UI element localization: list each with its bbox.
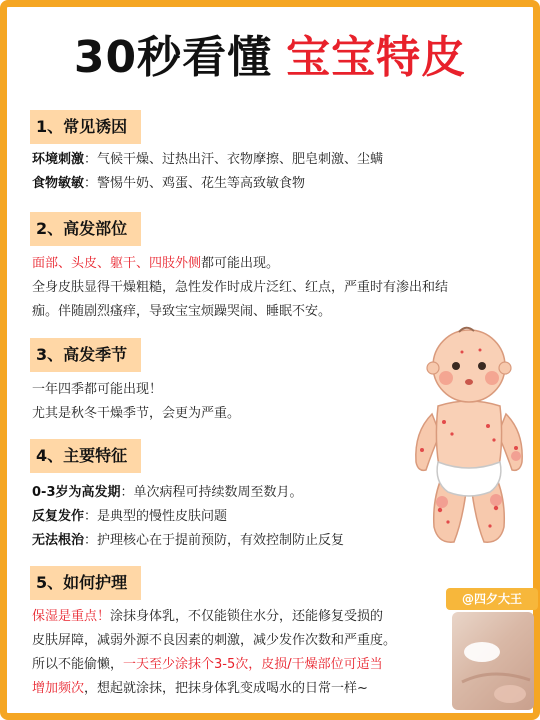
- section-heading-care: 5、如何护理: [30, 566, 141, 600]
- causes-line-2: [32, 173, 305, 195]
- season-line-1: 一年四季都可能出现！: [32, 382, 163, 397]
- features-label-2: 反复发作: [32, 509, 85, 524]
- features-line-1: [32, 482, 303, 504]
- lotion-photo-art: [452, 612, 534, 710]
- skin-care-photo: [452, 612, 534, 710]
- page-title: [0, 28, 540, 88]
- areas-text-1: 都可能出现。: [201, 256, 280, 271]
- care-line-3: [32, 654, 383, 676]
- features-line-2: [32, 506, 227, 528]
- care-text-1: 涂抹身体乳，不仅能锁住水分，还能修复受损的: [110, 609, 384, 624]
- causes-text-2: ：警惕牛奶、鸡蛋、花生等高致敏食物: [84, 176, 306, 191]
- care-text-3: 所以不能偷懒，: [32, 657, 124, 672]
- care-text-4: ，想起就涂抹，把抹身体乳变成喝水的日常一样~: [84, 681, 368, 696]
- areas-line-3: 痂。伴随剧烈瘙痒，导致宝宝烦躁哭闹、睡眠不安。: [32, 304, 332, 319]
- causes-label-2: 食物敏敏: [32, 176, 85, 191]
- season-line-2: 尤其是秋冬干燥季节，会更为严重。: [32, 406, 241, 421]
- title-part-2: 宝宝特皮: [286, 32, 467, 83]
- features-text-2: ：是典型的慢性皮肤问题: [84, 509, 228, 524]
- section-heading-areas: 2、高发部位: [30, 212, 141, 246]
- features-text-3: ：护理核心在于提前预防，有效控制防止反复: [84, 533, 345, 548]
- care-highlight-3: 一天至少涂抹个3-5次，皮损/干燥部位可适当: [123, 657, 383, 672]
- care-highlight-4: 增加频次: [32, 681, 85, 696]
- title-part-1: 30秒看懂: [73, 32, 273, 83]
- care-highlight-1: 保湿是重点！: [32, 609, 111, 624]
- features-label-1: 0-3岁为高发期: [32, 485, 121, 500]
- features-label-3: 无法根治: [32, 533, 85, 548]
- areas-line-2: 全身皮肤显得干燥粗糙，急性发作时成片泛红、红点，严重时有渗出和结: [32, 280, 449, 295]
- causes-label-1: 环境刺激: [32, 152, 85, 167]
- care-line-4: [32, 678, 368, 700]
- areas-highlight: 面部、头皮、躯干、四肢外侧: [32, 256, 202, 271]
- causes-line-1: [32, 149, 383, 171]
- watermark-badge: @四夕大王: [446, 588, 538, 610]
- areas-line-1: [32, 253, 279, 275]
- section-heading-features: 4、主要特征: [30, 439, 141, 473]
- features-line-3: [32, 530, 344, 552]
- section-heading-causes: 1、常见诱因: [30, 110, 141, 144]
- care-line-2: 皮肤屏障，减弱外源不良因素的刺激，减少发作次数和严重度。: [32, 633, 397, 648]
- causes-text-1: ：气候干燥、过热出汗、衣物摩擦、肥皂刺激、尘螨: [84, 152, 384, 167]
- features-text-1: ：单次病程可持续数周至数月。: [120, 485, 303, 500]
- baby-illustration: [404, 322, 534, 552]
- section-heading-season: 3、高发季节: [30, 338, 141, 372]
- care-line-1: [32, 606, 383, 628]
